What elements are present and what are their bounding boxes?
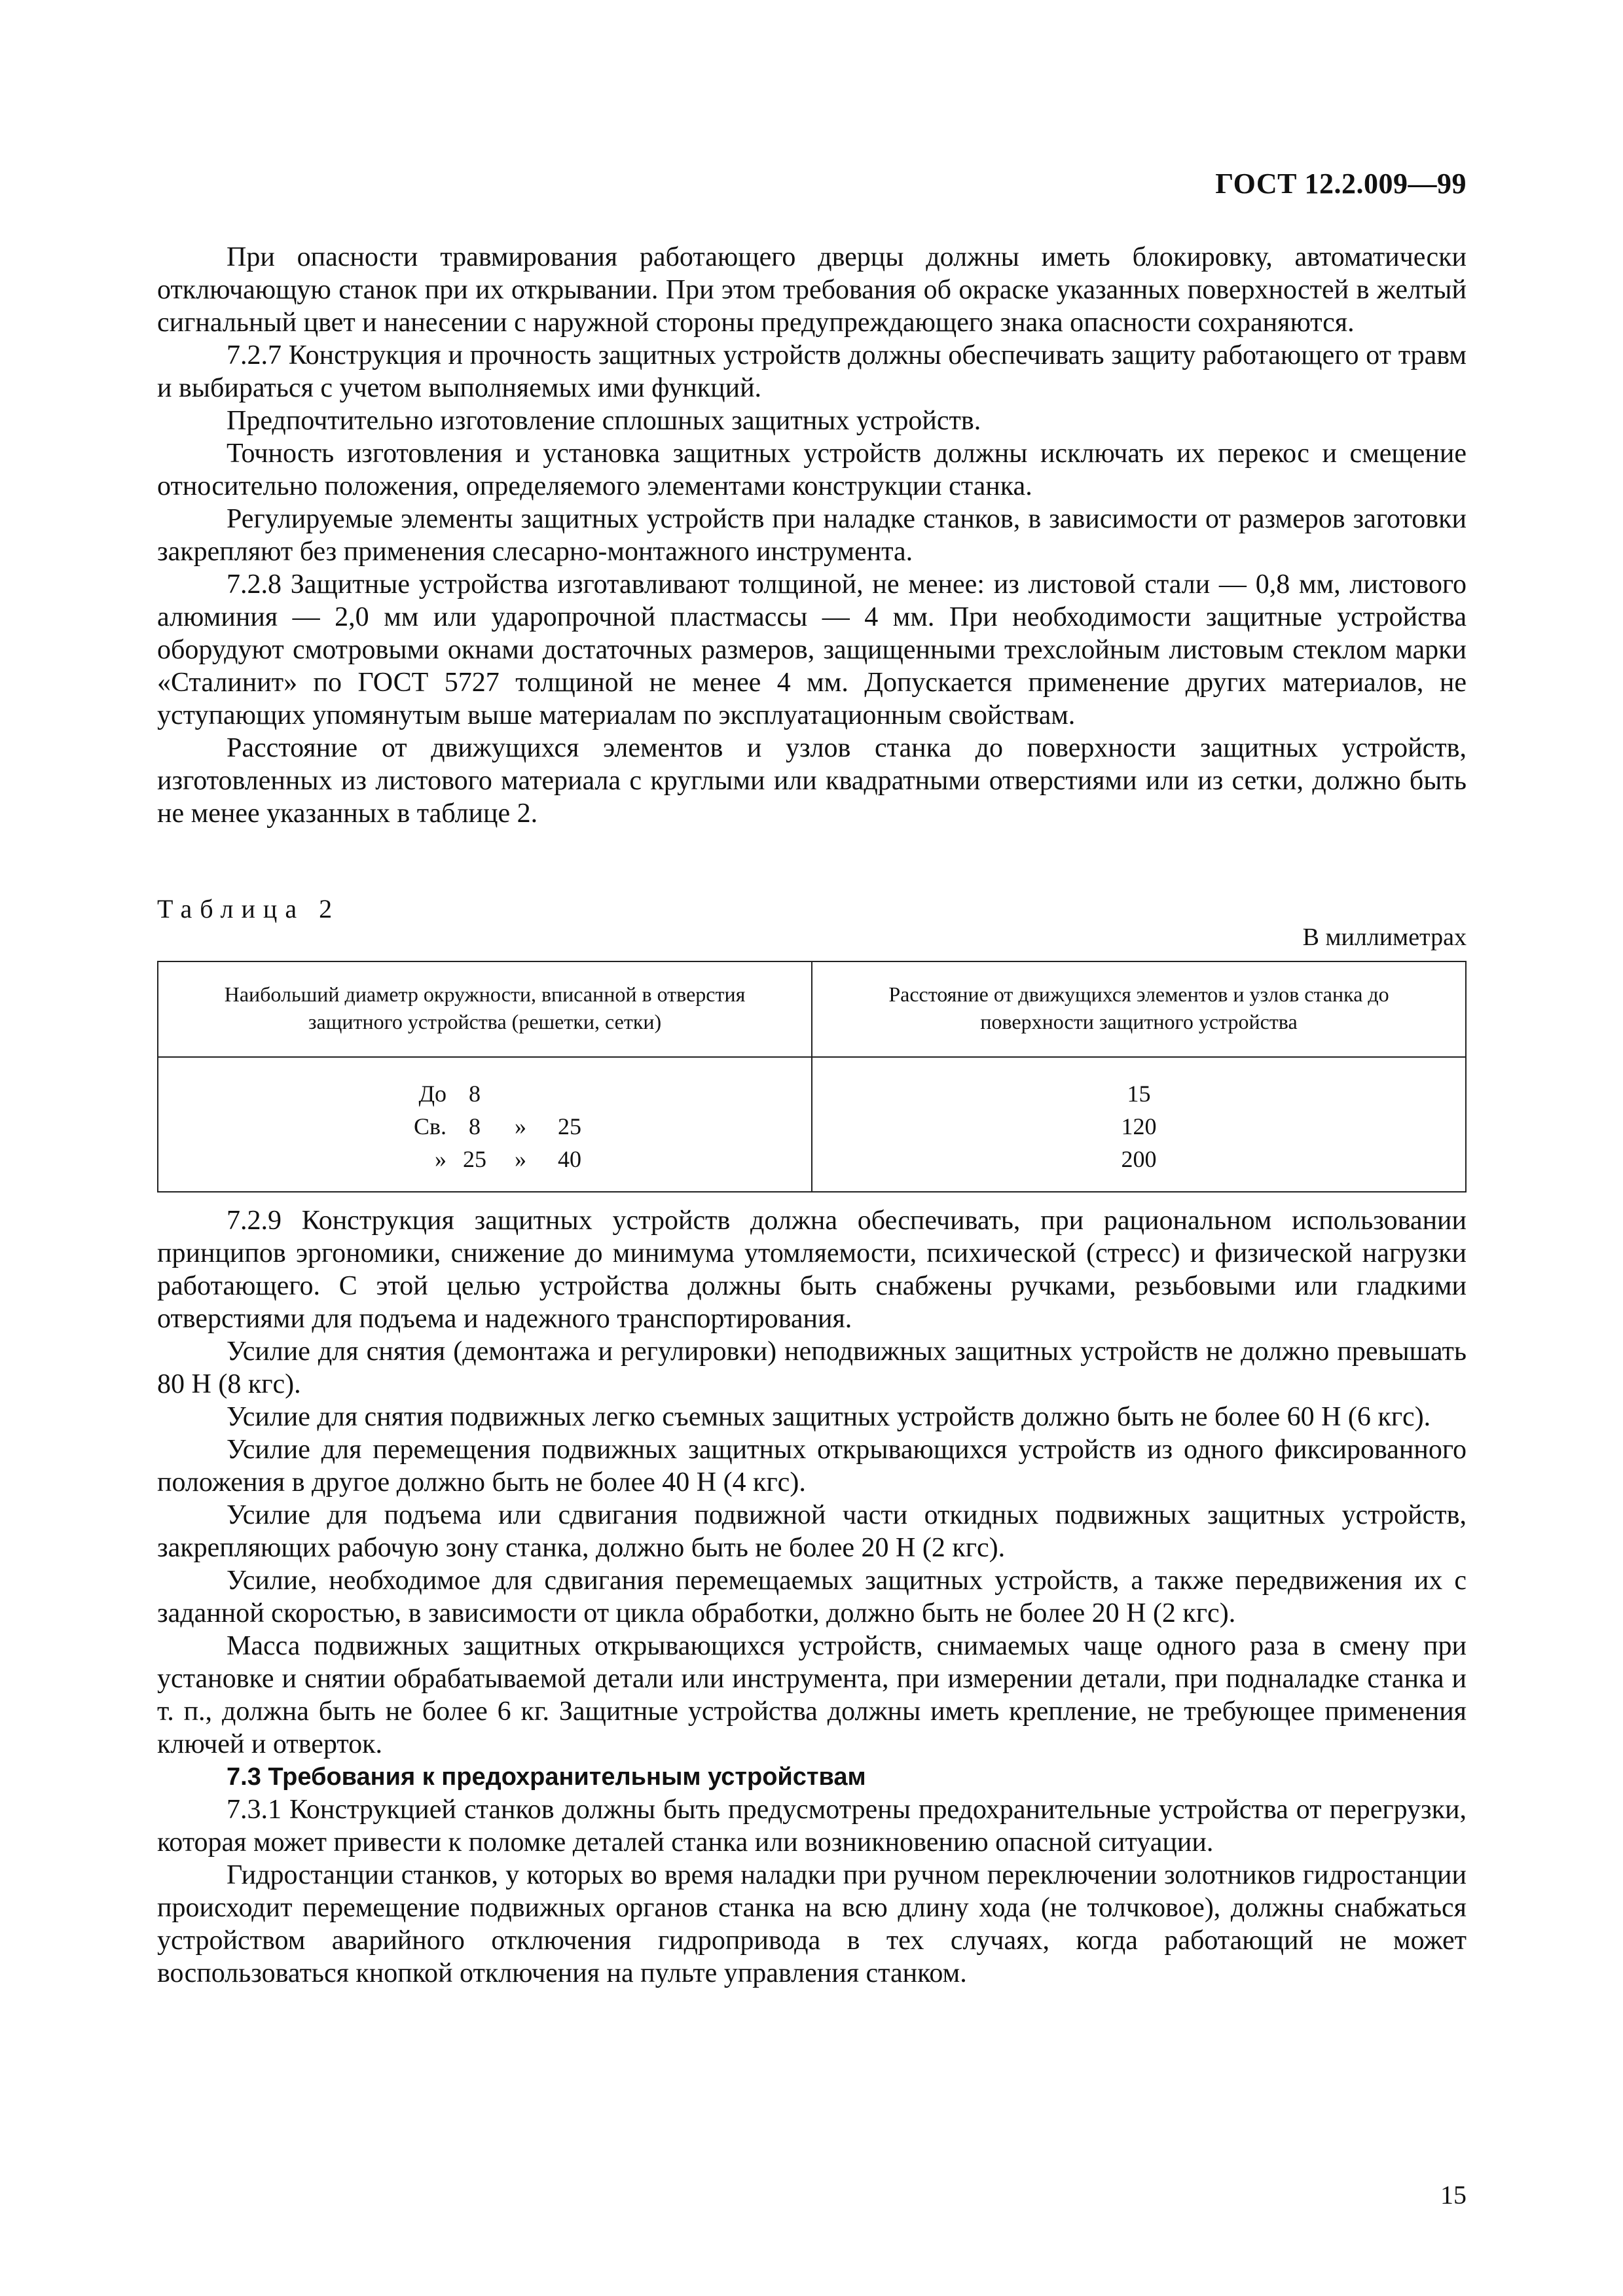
paragraph: Усилие для подъема или сдвигания подвижной части откидных подвижных защитных устройств, закрепляющих рабочую зону станка, должно быть не более 20 Н (2 кгс). — [157, 1500, 1467, 1563]
range-ditto — [498, 1077, 543, 1110]
paragraph: Гидростанции станков, у которых во время наладки при ручном переключении золотников гидростанции происходит перемещение подвижных органов станка на всю длину хода (не толчковое), должны снабжаться устройством аварийного отключения гидропривода в тех случаях, когда работающий не может воспользоваться кнопкой отключения на пульте управления станком. — [157, 1860, 1467, 1988]
diameter-ranges — [374, 1077, 741, 1175]
document-page — [157, 0, 1467, 2296]
paragraph: 7.2.8 Защитные устройства изготавливают толщиной, не менее: из листовой стали — 0,8 мм, листового алюминия — 2,0 мм или ударопрочной пластмассы — 4 мм. При необходимости защитные устройства оборудуют смотровыми окнами достаточных размеров, защищенными трехслойным листовым стеклом марки «Сталинит» по ГОСТ 5727 толщиной не менее 4 мм. Допускается применение других материалов, не уступающих упомянутым выше материалам по эксплуатационным свойствам. — [157, 569, 1467, 730]
paragraph: Регулируемые элементы защитных устройств при наладке станков, в зависимости от размеров заготовки закрепляют без применения слесарно-монтажного инструмента. — [157, 504, 1467, 567]
table-header-diameter: Наибольший диаметр окружности, вписанной в отверстия защитного устройства (решетки, сетки) — [158, 961, 812, 1057]
table-2 — [157, 961, 1467, 1193]
text-block-top — [157, 241, 1467, 830]
section-heading: 7.3 Требования к предохранительным устройствам — [227, 1763, 866, 1791]
distance-value: 15 — [1127, 1081, 1151, 1107]
range-from: 8 — [469, 1113, 481, 1139]
table-caption: Таблица 2 — [157, 894, 340, 924]
distance-values — [812, 1077, 1465, 1175]
table-body-row — [158, 1057, 1466, 1192]
range-to — [543, 1077, 596, 1110]
paragraph: Усилие для перемещения подвижных защитных открывающихся устройств из одного фиксированного положения в другое должно быть не более 40 Н (4 кгс). — [157, 1435, 1467, 1498]
range-from: 8 — [469, 1081, 481, 1107]
standard-header: ГОСТ 12.2.009—99 — [1215, 168, 1467, 200]
range-to: 40 — [558, 1146, 581, 1172]
paragraph: Усилие для снятия подвижных легко съемных защитных устройств должно быть не более 60 Н (6 кгс). — [227, 1402, 1431, 1432]
distance-value: 120 — [1121, 1113, 1157, 1139]
paragraph: Расстояние от движущихся элементов и узлов станка до поверхности защитных устройств, изготовленных из листового материала с круглыми или квадратными отверстиями или из сетки, должно быть не менее указанных в таблице 2. — [157, 733, 1467, 829]
table-row — [374, 1143, 741, 1175]
paragraph: Предпочтительно изготовление сплошных защитных устройств. — [227, 406, 981, 436]
text-block-bottom — [157, 1204, 1467, 1990]
distance-value: 200 — [1121, 1146, 1157, 1172]
table-cell-distances — [812, 1057, 1466, 1192]
table-header-row — [158, 961, 1466, 1057]
table-cell-diameters — [158, 1057, 812, 1192]
range-prefix: » — [435, 1146, 447, 1172]
range-to: 25 — [558, 1113, 581, 1139]
page-number: 15 — [1440, 2180, 1467, 2210]
table-header-distance: Расстояние от движущихся элементов и узлов станка до поверхности защитного устройства — [812, 961, 1466, 1057]
range-ditto: » — [515, 1113, 526, 1139]
paragraph: Масса подвижных защитных открывающихся устройств, снимаемых чаще одного раза в смену при установке и снятии обрабатываемой детали или инструмента, при измерении детали, при подналадке станка и т. п., должна быть не более 6 кг. Защитные устройства должны иметь крепление, не требующее применения ключей и отверток. — [157, 1631, 1467, 1759]
table-row — [374, 1077, 741, 1110]
range-ditto: » — [515, 1146, 526, 1172]
paragraph: При опасности травмирования работающего дверцы должны иметь блокировку, автоматически отключающую станок при их открывании. При этом требования об окраске указанных поверхностей в желтый сигнальный цвет и нанесении с наружной стороны предупреждающего знака опасности сохраняются. — [157, 242, 1467, 338]
paragraph: Усилие для снятия (демонтажа и регулировки) неподвижных защитных устройств не должно превышать 80 Н (8 кгс). — [157, 1336, 1467, 1399]
range-prefix: До — [418, 1081, 447, 1107]
paragraph: 7.3.1 Конструкцией станков должны быть предусмотрены предохранительные устройства от перегрузки, которая может привести к поломке деталей станка или возникновению опасной ситуации. — [157, 1795, 1467, 1857]
paragraph: Усилие, необходимое для сдвигания перемещаемых защитных устройств, а также передвижения их с заданной скоростью, в зависимости от цикла обработки, должно быть не более 20 Н (2 кгс). — [157, 1566, 1467, 1628]
table-row — [374, 1110, 741, 1143]
paragraph: 7.2.7 Конструкция и прочность защитных устройств должны обеспечивать защиту работающего от травм и выбираться с учетом выполняемых ими функций. — [157, 340, 1467, 403]
range-prefix: Св. — [413, 1113, 447, 1139]
paragraph: Точность изготовления и установка защитных устройств должны исключать их перекос и смещение относительно положения, определяемого элементами конструкции станка. — [157, 439, 1467, 501]
table-units: В миллиметрах — [1302, 924, 1467, 951]
paragraph: 7.2.9 Конструкция защитных устройств должна обеспечивать, при рациональном использовании принципов эргономики, снижение до минимума утомляемости, психической (стресс) и физической нагрузки работающего. С этой целью устройства должны быть снабжены ручками, резьбовыми или гладкими отверстиями для подъема и надежного транспортирования. — [157, 1206, 1467, 1334]
range-from: 25 — [463, 1146, 486, 1172]
